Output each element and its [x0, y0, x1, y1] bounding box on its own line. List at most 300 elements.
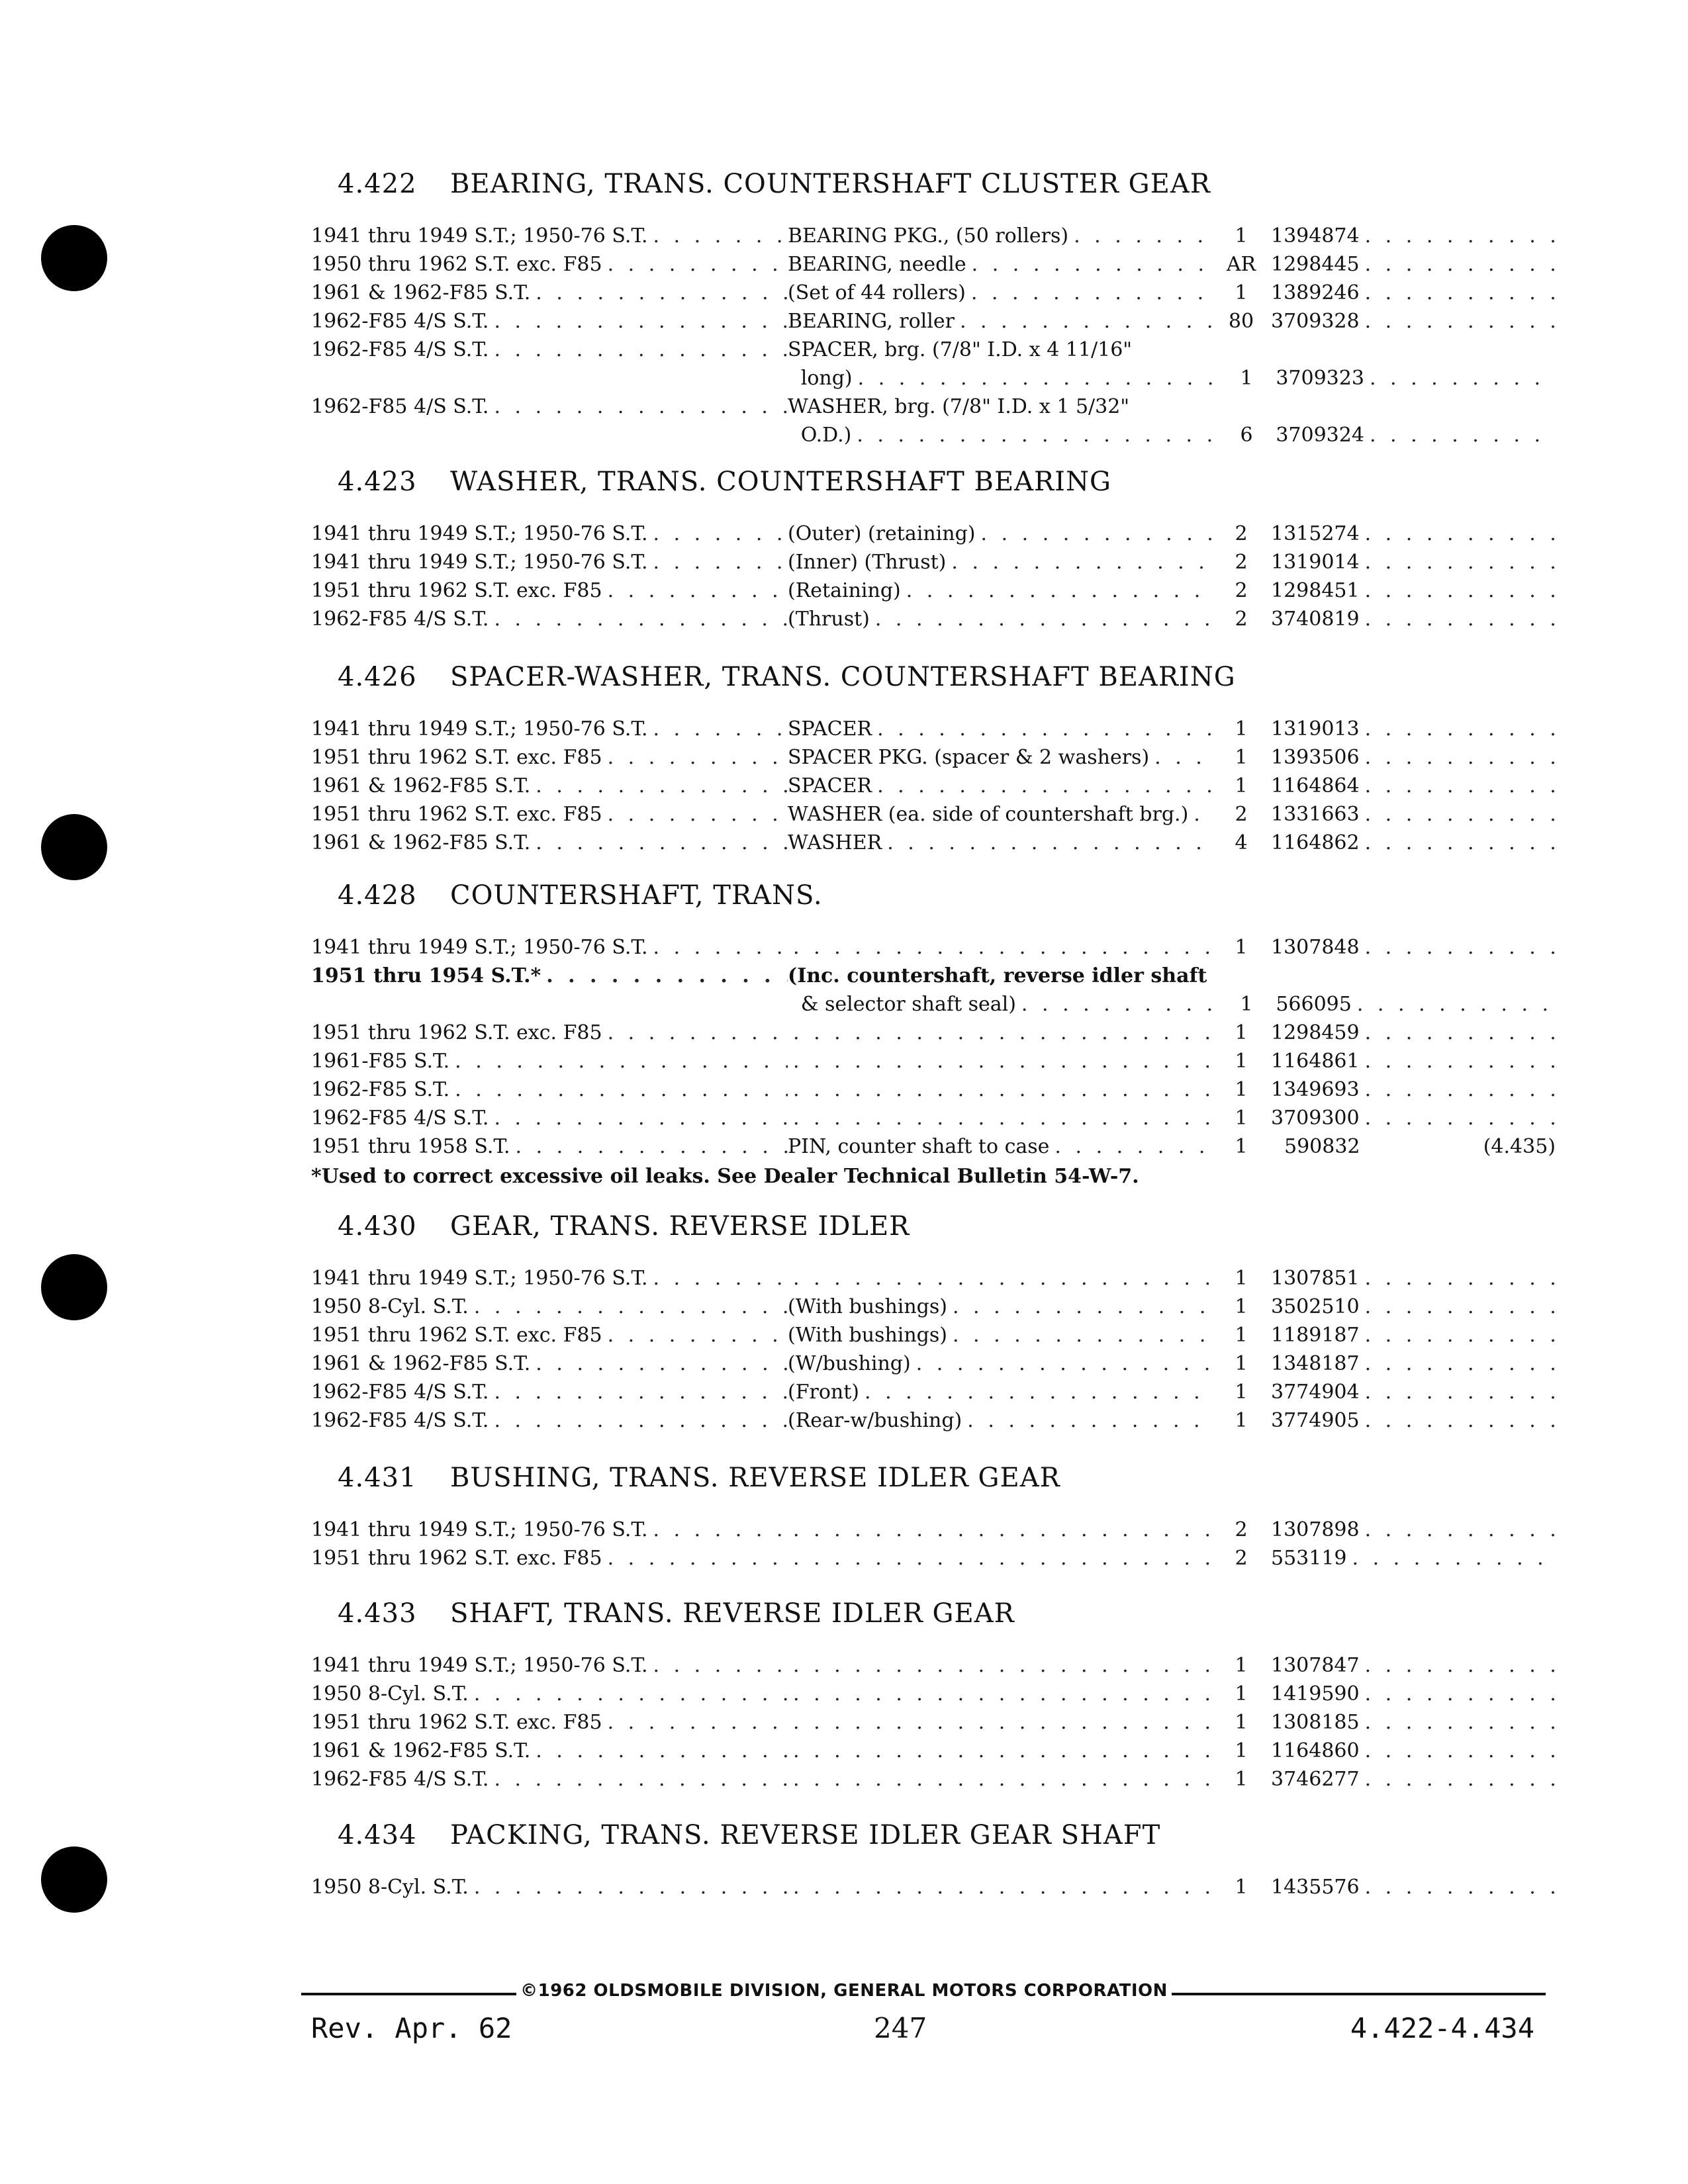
dot-leader — [967, 1406, 1211, 1435]
parts-row — [311, 1349, 1556, 1378]
part-blank — [1271, 392, 1556, 421]
part-number-cell — [1271, 576, 1556, 605]
dot-leader — [793, 1104, 1211, 1132]
section-4-422 — [311, 169, 1556, 449]
dot-leader — [653, 1264, 788, 1293]
dot-leader — [1365, 1349, 1556, 1378]
dot-leader — [971, 279, 1211, 307]
part-number: 3740819 — [1271, 608, 1360, 631]
quantity-text: 6 — [1240, 424, 1253, 447]
dot-leader — [857, 421, 1217, 449]
description-text-cell — [788, 1132, 1211, 1161]
model-text: 1962-F85 4/S S.T. — [311, 1381, 489, 1404]
description-text-cell — [788, 1104, 1211, 1132]
dot-leader — [536, 772, 788, 800]
description-text-cell — [788, 800, 1211, 829]
section-4-426 — [311, 662, 1556, 857]
description-text: (Inner) (Thrust) — [788, 551, 947, 574]
part-number: 1298459 — [1271, 1021, 1360, 1044]
dot-leader — [793, 1264, 1211, 1293]
dot-leader — [1365, 1293, 1556, 1321]
model-text: 1941 thru 1949 S.T.; 1950-76 S.T. — [311, 1654, 648, 1677]
description-text — [788, 1019, 793, 1047]
parts-row — [311, 1406, 1556, 1435]
dot-leader — [1021, 990, 1217, 1019]
description-continued-cell — [780, 364, 1217, 392]
description-text: (Outer) (retaining) — [788, 522, 976, 545]
quantity-text: 2 — [1235, 608, 1248, 631]
description-text: WASHER, brg. (7/8" I.D. x 1 5/32" — [788, 395, 1130, 418]
part-number: 1319013 — [1271, 717, 1360, 741]
description-text-cell — [788, 336, 1211, 364]
dot-leader — [981, 520, 1212, 548]
model-text-cell — [311, 307, 788, 336]
description-text: SPACER — [788, 717, 872, 741]
part-number-cell — [1271, 1873, 1556, 1901]
model-text: 1962-F85 4/S S.T. — [311, 1107, 489, 1130]
description-text: (Thrust) — [788, 608, 870, 631]
model-text-cell — [311, 1406, 788, 1435]
model-text: 1961 & 1962-F85 S.T. — [311, 281, 531, 304]
description-text — [788, 1680, 793, 1708]
parts-row — [311, 392, 1556, 421]
dot-leader — [494, 1104, 788, 1132]
description-text-cell — [788, 392, 1211, 421]
model-text-cell — [311, 336, 788, 364]
quantity-text: 1 — [1235, 1876, 1248, 1899]
section-number: 4.433 — [338, 1598, 417, 1629]
dot-leader — [793, 933, 1211, 962]
part-number: 3774904 — [1271, 1381, 1360, 1404]
section-heading — [338, 662, 1556, 692]
model-text: 1951 thru 1962 S.T. exc. F85 — [311, 746, 602, 769]
description-text — [788, 1765, 793, 1794]
description-text: SPACER, brg. (7/8" I.D. x 4 11/16" — [788, 338, 1133, 361]
model-text-cell — [311, 1651, 788, 1680]
description-text: (Retaining) — [788, 579, 901, 602]
dot-leader — [1365, 1680, 1556, 1708]
dot-leader — [1365, 1047, 1556, 1075]
part-number-cell — [1271, 1406, 1556, 1435]
description-text-cell — [788, 1680, 1211, 1708]
part-number-cell — [1271, 1378, 1556, 1406]
dot-leader — [1365, 1737, 1556, 1765]
dot-leader — [906, 576, 1211, 605]
part-number-cell — [1271, 279, 1556, 307]
dot-leader — [1357, 990, 1556, 1019]
quantity-text: 2 — [1235, 522, 1248, 545]
part-number-cell — [1276, 990, 1556, 1019]
section-number: 4.426 — [338, 662, 417, 692]
description-text-cell — [788, 279, 1211, 307]
section-title: BUSHING, TRANS. REVERSE IDLER GEAR — [450, 1463, 1060, 1493]
section-number: 4.423 — [338, 467, 417, 497]
part-number-cell — [1271, 1132, 1556, 1161]
quantity-text: 1 — [1240, 367, 1253, 390]
dot-leader — [1365, 1873, 1556, 1901]
model-text-cell — [311, 800, 788, 829]
dot-leader — [1365, 772, 1556, 800]
model-text-cell — [311, 1708, 788, 1737]
description-text: (W/bushing) — [788, 1352, 911, 1375]
model-text: 1951 thru 1962 S.T. exc. F85 — [311, 1324, 602, 1347]
model-text: 1961 & 1962-F85 S.T. — [311, 1352, 531, 1375]
dot-leader — [494, 1406, 788, 1435]
description-text-cell — [788, 1264, 1211, 1293]
parts-row — [311, 336, 1556, 364]
dot-leader — [536, 1349, 788, 1378]
part-number: 3774905 — [1271, 1409, 1360, 1432]
section-4-434 — [311, 1820, 1556, 1901]
description-text-cell — [788, 1349, 1211, 1378]
part-number: 3709328 — [1271, 310, 1360, 333]
parts-row — [311, 772, 1556, 800]
part-number-cell — [1271, 1765, 1556, 1794]
section-heading — [338, 1820, 1556, 1850]
part-number: 1164862 — [1271, 831, 1360, 854]
part-number-cell — [1271, 1680, 1556, 1708]
part-number: 3709300 — [1271, 1107, 1360, 1130]
dot-leader — [793, 1708, 1211, 1737]
parts-row — [311, 250, 1556, 279]
model-text-cell — [311, 715, 788, 743]
dot-leader — [877, 715, 1211, 743]
parts-row — [311, 1075, 1556, 1104]
model-text: 1961 & 1962-F85 S.T. — [311, 1739, 531, 1762]
parts-row — [311, 1264, 1556, 1293]
dot-leader — [1365, 743, 1556, 772]
part-blank — [1271, 336, 1556, 364]
model-text-cell — [311, 1132, 788, 1161]
model-text-cell — [311, 1293, 788, 1321]
model-text: 1951 thru 1962 S.T. exc. F85 — [311, 1021, 602, 1044]
dot-leader — [494, 605, 788, 633]
description-text-cell — [788, 1516, 1211, 1544]
quantity-text: 1 — [1235, 1135, 1248, 1158]
description-text-cell — [788, 1651, 1211, 1680]
description-text — [788, 1047, 793, 1075]
quantity-text: 1 — [1235, 717, 1248, 741]
binder-hole — [41, 814, 107, 880]
model-text-cell — [311, 772, 788, 800]
cross-reference: (4.435) — [1483, 1135, 1556, 1158]
parts-row — [311, 1293, 1556, 1321]
part-number-cell — [1271, 1516, 1556, 1544]
dot-leader — [1352, 1544, 1556, 1572]
model-text-cell — [311, 1349, 788, 1378]
dot-leader — [653, 520, 788, 548]
quantity-text: 2 — [1235, 1547, 1248, 1570]
description-text — [788, 1651, 793, 1680]
model-text-cell — [311, 1019, 788, 1047]
description-text: (Rear-w/bushing) — [788, 1409, 962, 1432]
dot-leader — [516, 1132, 788, 1161]
dot-leader — [455, 1047, 788, 1075]
dot-leader — [1365, 1264, 1556, 1293]
dot-leader — [1365, 1516, 1556, 1544]
part-number-cell — [1271, 520, 1556, 548]
dot-leader — [608, 743, 788, 772]
model-text-cell — [311, 250, 788, 279]
description-text: (Front) — [788, 1381, 860, 1404]
model-text-cell — [311, 576, 788, 605]
dot-leader — [1365, 520, 1556, 548]
model-text-cell — [311, 933, 788, 962]
part-number-cell — [1271, 605, 1556, 633]
description-text: (Set of 44 rollers) — [788, 281, 966, 304]
binder-hole — [41, 1846, 107, 1913]
spacer — [1366, 1132, 1456, 1161]
model-text: 1950 8-Cyl. S.T. — [311, 1876, 469, 1899]
quantity-text: 2 — [1235, 1518, 1248, 1541]
dot-leader — [494, 392, 788, 421]
description-text: (With bushings) — [788, 1295, 947, 1318]
part-number: 1419590 — [1271, 1682, 1360, 1706]
parts-row — [311, 1680, 1556, 1708]
dot-leader — [793, 1019, 1211, 1047]
section-title: COUNTERSHAFT, TRANS. — [450, 880, 823, 911]
section-title: PACKING, TRANS. REVERSE IDLER GEAR SHAFT — [450, 1820, 1161, 1850]
description-text-cell — [788, 250, 1211, 279]
dot-leader — [653, 222, 788, 250]
dot-leader — [1365, 279, 1556, 307]
part-number-cell — [1276, 421, 1556, 449]
description-text — [788, 1544, 793, 1572]
model-text-cell — [311, 1047, 788, 1075]
parts-row — [311, 1873, 1556, 1901]
part-number: 3709323 — [1276, 367, 1364, 390]
model-text: 1962-F85 4/S S.T. — [311, 310, 489, 333]
dot-leader — [1055, 1132, 1211, 1161]
model-text: 1941 thru 1949 S.T.; 1950-76 S.T. — [311, 1267, 648, 1290]
part-number: 553119 — [1271, 1547, 1347, 1570]
parts-row — [311, 743, 1556, 772]
description-text — [788, 1516, 793, 1544]
quantity-text: 1 — [1235, 1682, 1248, 1706]
quantity-blank — [1211, 962, 1271, 990]
dot-leader — [608, 1019, 788, 1047]
part-number-cell — [1271, 1019, 1556, 1047]
dot-leader — [793, 1075, 1211, 1104]
model-text-cell — [311, 1873, 788, 1901]
part-number-cell — [1271, 1075, 1556, 1104]
dot-leader — [1365, 1708, 1556, 1737]
section-heading — [338, 467, 1556, 497]
dot-leader — [474, 1293, 788, 1321]
model-blank — [311, 990, 780, 1019]
part-number: 1348187 — [1271, 1352, 1360, 1375]
dot-leader — [1365, 1765, 1556, 1794]
model-text: 1950 8-Cyl. S.T. — [311, 1295, 469, 1318]
footer-copyright — [0, 1981, 1688, 2001]
description-text — [788, 1737, 793, 1765]
part-number: 3502510 — [1271, 1295, 1360, 1318]
description-text-cell — [788, 1406, 1211, 1435]
description-continued: long) — [800, 367, 853, 390]
quantity-text: 1 — [1240, 993, 1253, 1016]
section-number: 4.430 — [338, 1211, 417, 1242]
quantity-text: 80 — [1228, 310, 1254, 333]
part-number-cell — [1271, 743, 1556, 772]
parts-row — [311, 933, 1556, 962]
part-number: 1349693 — [1271, 1078, 1360, 1101]
part-number: 1307851 — [1271, 1267, 1360, 1290]
part-number: 1164861 — [1271, 1050, 1360, 1073]
quantity-text: 1 — [1235, 1654, 1248, 1677]
parts-row — [311, 715, 1556, 743]
description-text-cell — [788, 933, 1211, 962]
dot-leader — [793, 1873, 1211, 1901]
description-text-cell — [788, 1293, 1211, 1321]
description-text-cell — [788, 1075, 1211, 1104]
description-text: BEARING, needle — [788, 253, 966, 276]
model-text-cell — [311, 1516, 788, 1544]
model-text: 1951 thru 1954 S.T.* — [311, 964, 541, 987]
section-heading — [338, 880, 1556, 911]
dot-leader — [1365, 933, 1556, 962]
part-number: 1389246 — [1271, 281, 1360, 304]
model-text-cell — [311, 1544, 788, 1572]
dot-leader — [608, 576, 788, 605]
dot-leader — [494, 1765, 788, 1794]
model-blank — [311, 421, 780, 449]
dot-leader — [536, 279, 788, 307]
part-number: 1307847 — [1271, 1654, 1360, 1677]
description-text — [788, 1264, 793, 1293]
dot-leader — [1365, 1651, 1556, 1680]
description-text-cell — [788, 1765, 1211, 1794]
section-title: SPACER-WASHER, TRANS. COUNTERSHAFT BEARING — [450, 662, 1236, 692]
quantity-blank — [1211, 392, 1271, 421]
parts-row — [311, 520, 1556, 548]
description-text-cell — [788, 743, 1211, 772]
model-text: 1941 thru 1949 S.T.; 1950-76 S.T. — [311, 522, 648, 545]
quantity-text: 1 — [1235, 1021, 1248, 1044]
description-text-cell — [788, 715, 1211, 743]
dot-leader — [494, 1378, 788, 1406]
part-number-cell — [1271, 1321, 1556, 1349]
dot-leader — [793, 1047, 1211, 1075]
dot-leader — [1365, 1406, 1556, 1435]
quantity-text: 1 — [1235, 1409, 1248, 1432]
section-4-430 — [311, 1211, 1556, 1435]
dot-leader — [1365, 1019, 1556, 1047]
model-text: 1950 thru 1962 S.T. exc. F85 — [311, 253, 602, 276]
parts-row — [311, 307, 1556, 336]
part-number-cell — [1271, 1264, 1556, 1293]
model-text: 1961 & 1962-F85 S.T. — [311, 774, 531, 797]
quantity-text: 1 — [1235, 1295, 1248, 1318]
description-text: (With bushings) — [788, 1324, 947, 1347]
parts-row — [311, 829, 1556, 857]
dot-leader — [793, 1765, 1211, 1794]
quantity-text: 1 — [1235, 1739, 1248, 1762]
description-text-cell — [788, 307, 1211, 336]
part-number-cell — [1271, 772, 1556, 800]
section-4-423 — [311, 467, 1556, 633]
model-text-cell — [311, 1737, 788, 1765]
parts-row — [311, 1132, 1556, 1161]
quantity-text: 4 — [1235, 831, 1248, 854]
model-text-cell — [311, 962, 788, 990]
model-text-cell — [311, 605, 788, 633]
part-number: 1315274 — [1271, 522, 1360, 545]
description-text-cell — [788, 1321, 1211, 1349]
parts-row — [311, 1104, 1556, 1132]
model-text: 1962-F85 4/S S.T. — [311, 395, 489, 418]
dot-leader — [1154, 743, 1211, 772]
model-text: 1951 thru 1962 S.T. exc. F85 — [311, 1711, 602, 1734]
dot-leader — [1074, 222, 1211, 250]
section-title: BEARING, TRANS. COUNTERSHAFT CLUSTER GEAR — [450, 169, 1211, 199]
model-text-cell — [311, 1075, 788, 1104]
description-text — [788, 1873, 793, 1901]
part-number-cell — [1271, 250, 1556, 279]
part-number-cell — [1271, 1544, 1556, 1572]
model-text: 1961 & 1962-F85 S.T. — [311, 831, 531, 854]
parts-row — [311, 1516, 1556, 1544]
dot-leader — [972, 250, 1211, 279]
parts-row-continued — [311, 364, 1556, 392]
binder-hole — [41, 225, 107, 291]
section-title: SHAFT, TRANS. REVERSE IDLER GEAR — [450, 1598, 1015, 1629]
part-number: 566095 — [1276, 993, 1352, 1016]
section-number: 4.431 — [338, 1463, 417, 1493]
dot-leader — [653, 933, 788, 962]
quantity-text: 1 — [1235, 936, 1248, 959]
model-text: 1962-F85 S.T. — [311, 1078, 450, 1101]
dot-leader — [608, 1708, 788, 1737]
description-text: (Inc. countershaft, reverse idler shaft — [788, 964, 1207, 987]
parts-row-continued — [311, 421, 1556, 449]
section-heading — [338, 1463, 1556, 1493]
dot-leader — [1370, 364, 1556, 392]
description-text — [788, 933, 793, 962]
footnote: *Used to correct excessive oil leaks. See Dealer Technical Bulletin 54-W-7. — [311, 1165, 1139, 1188]
description-text: BEARING, roller — [788, 310, 955, 333]
dot-leader — [1365, 605, 1556, 633]
description-text: SPACER PKG. (spacer & 2 washers) — [788, 746, 1150, 769]
model-text: 1941 thru 1949 S.T.; 1950-76 S.T. — [311, 936, 648, 959]
dot-leader — [1365, 250, 1556, 279]
part-number-cell — [1271, 222, 1556, 250]
description-continued-cell — [780, 421, 1217, 449]
section-range: 4.422-4.434 — [1350, 2012, 1534, 2044]
part-number: 1298445 — [1271, 253, 1360, 276]
description-text-cell — [788, 1737, 1211, 1765]
part-number: 1394874 — [1271, 224, 1360, 248]
model-text-cell — [311, 279, 788, 307]
parts-row — [311, 1544, 1556, 1572]
description-text-cell — [788, 548, 1211, 576]
binder-hole — [41, 1254, 107, 1320]
model-text-cell — [311, 1104, 788, 1132]
dot-leader — [1365, 829, 1556, 857]
model-text: 1962-F85 4/S S.T. — [311, 338, 489, 361]
parts-row — [311, 576, 1556, 605]
part-number-cell — [1271, 1737, 1556, 1765]
part-number: 3746277 — [1271, 1768, 1360, 1791]
part-number: 1331663 — [1271, 803, 1360, 826]
quantity-text: 1 — [1235, 1768, 1248, 1791]
section-heading — [338, 1598, 1556, 1629]
dot-leader — [1365, 1075, 1556, 1104]
parts-row — [311, 1737, 1556, 1765]
part-number: 1164864 — [1271, 774, 1360, 797]
dot-leader — [474, 1873, 788, 1901]
dot-leader — [951, 548, 1211, 576]
part-number: 1435576 — [1271, 1876, 1360, 1899]
